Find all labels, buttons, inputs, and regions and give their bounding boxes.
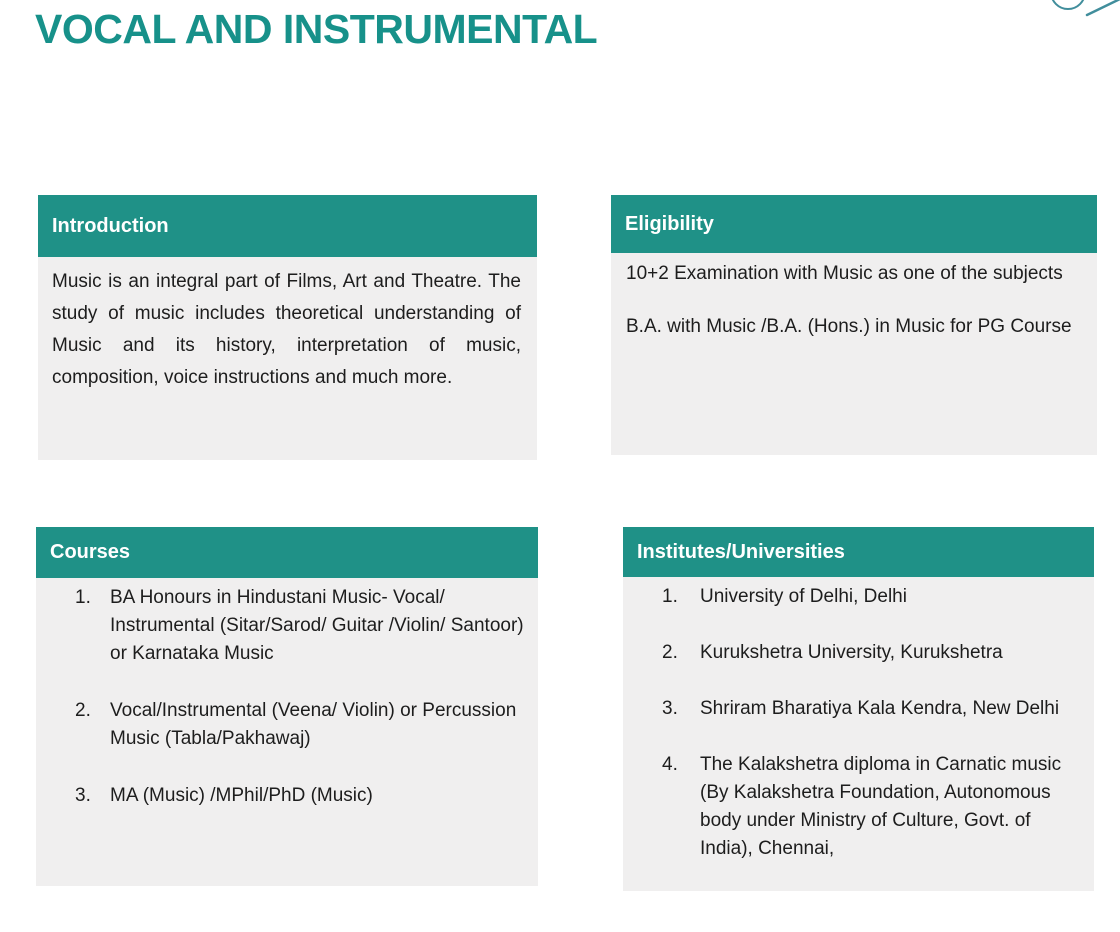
section-eligibility: [611, 195, 1097, 455]
section-eligibility-title: Eligibility: [625, 212, 714, 235]
eligibility-paragraph: B.A. with Music /B.A. (Hons.) in Music for PG Course: [626, 316, 1072, 337]
list-item: MA (Music) /MPhil/PhD (Music): [110, 785, 373, 806]
introduction-paragraph: Music is an integral part of Films, Art and Theatre. The study of music includes theoretical understanding of Music and its history, interpretation of music, composition, voice instructions and much more.: [52, 271, 521, 388]
institutes-list: [623, 583, 1094, 863]
section-introduction-title: Introduction: [52, 214, 169, 237]
music-instrument-line-art-icon: [1030, 0, 1120, 44]
section-institutes-title: Institutes/Universities: [637, 540, 845, 563]
section-eligibility-body: [611, 253, 1097, 455]
section-introduction-header: [38, 195, 537, 257]
list-item: University of Delhi, Delhi: [700, 586, 907, 607]
courses-list: [36, 584, 538, 810]
eligibility-paragraph: 10+2 Examination with Music as one of the subjects: [626, 263, 1063, 284]
page-title: VOCAL AND INSTRUMENTAL: [35, 6, 598, 52]
list-item: The Kalakshetra diploma in Carnatic music (By Kalakshetra Foundation, Autonomous body under Ministry of Culture, Govt. of India), Chennai,: [700, 754, 1062, 859]
list-item: Vocal/Instrumental (Veena/ Violin) or Percussion Music (Tabla/Pakhawaj): [110, 700, 517, 749]
section-institutes-header: [623, 527, 1094, 577]
section-courses: [36, 527, 538, 886]
section-institutes-body: [623, 577, 1094, 891]
section-courses-body: [36, 578, 538, 886]
list-item: Kurukshetra University, Kurukshetra: [700, 642, 1003, 663]
section-institutes: [623, 527, 1094, 891]
list-item: Shriram Bharatiya Kala Kendra, New Delhi: [700, 698, 1060, 719]
section-introduction-body: [38, 257, 537, 460]
list-item: BA Honours in Hindustani Music- Vocal/ Instrumental (Sitar/Sarod/ Guitar /Violin/ Santoor) or Karnataka Music: [110, 587, 524, 664]
section-courses-title: Courses: [50, 541, 131, 563]
section-introduction: [38, 195, 537, 460]
section-eligibility-header: [611, 195, 1097, 253]
section-courses-header: [36, 527, 538, 578]
